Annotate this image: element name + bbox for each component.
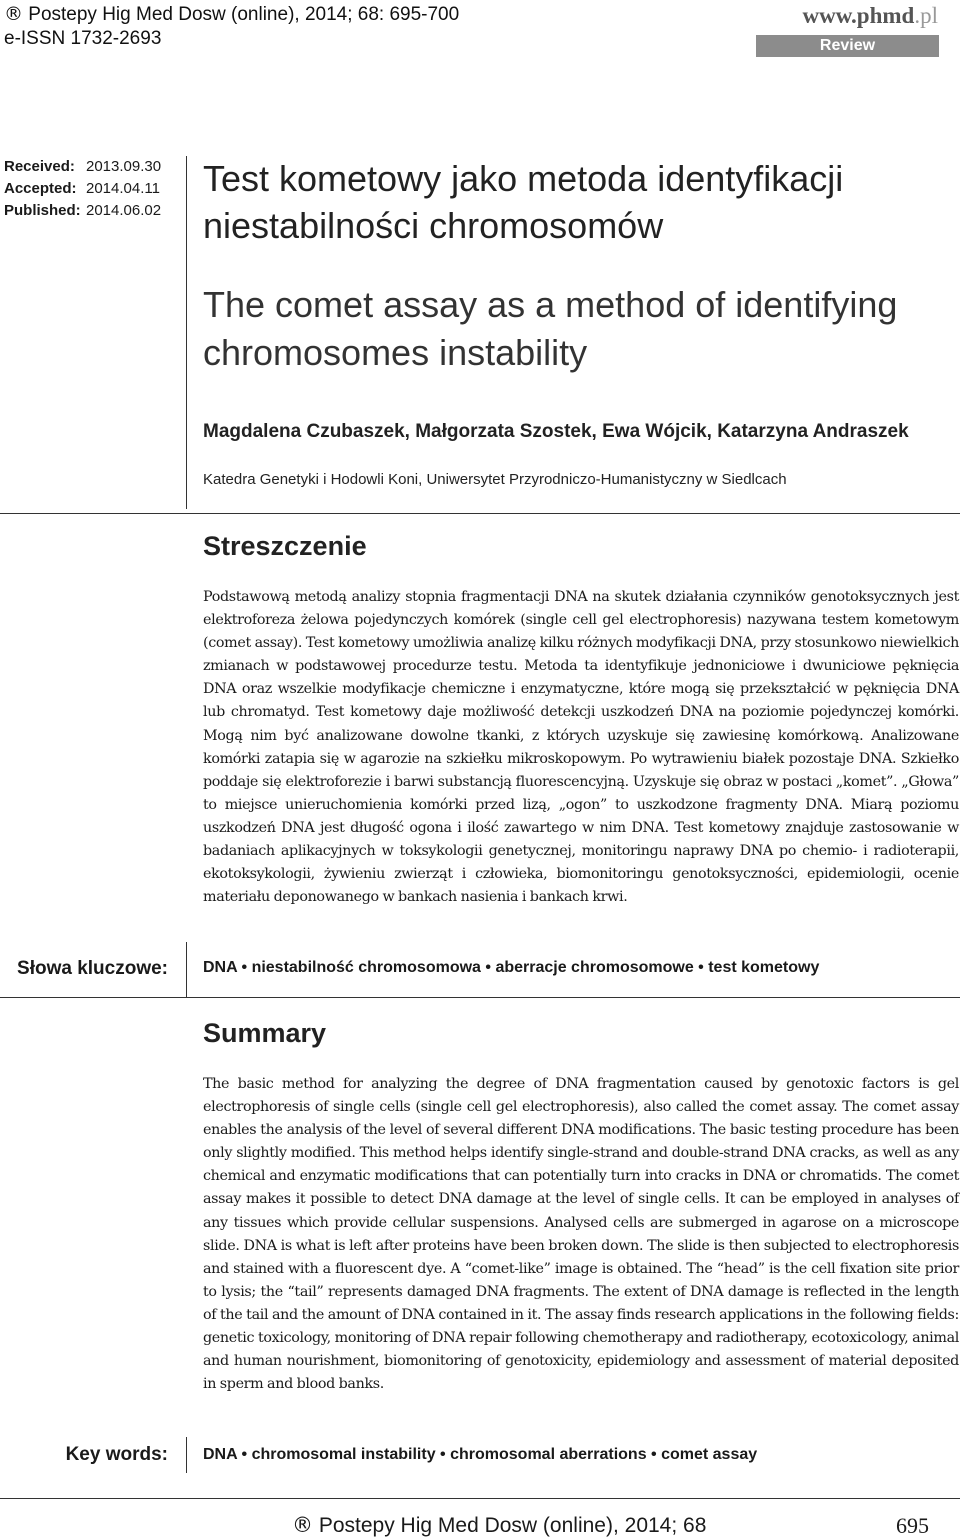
date-row [4, 200, 161, 222]
keywords-pl-label: Słowa kluczowe: [17, 958, 168, 979]
summary-heading: Summary [203, 1018, 327, 1048]
date-value: 2014.04.11 [86, 180, 160, 197]
registered-icon: ® [292, 1513, 313, 1537]
keywords-pl: DNA • niestabilność chromosomowa • aberracje chromosomowe • test kometowy [203, 959, 820, 976]
date-row [4, 178, 161, 200]
keywords-en-label: Key words: [65, 1444, 168, 1465]
registered-icon: ® [4, 3, 23, 25]
journal-info [4, 2, 459, 51]
section-divider [0, 1498, 960, 1499]
footer-citation: Postepy Hig Med Dosw (online), 2014; 68 [318, 1514, 707, 1537]
date-value: 2014.06.02 [86, 202, 162, 219]
column-divider [186, 156, 187, 509]
journal-citation: Postepy Hig Med Dosw (online), 2014; 68: 695-700 [28, 4, 460, 25]
publication-dates [4, 156, 161, 222]
affiliation: Katedra Genetyki i Hodowli Koni, Uniwersytet Przyrodniczo-Humanistyczny w Siedlcach [203, 471, 787, 488]
keywords-en: DNA • chromosomal instability • chromosomal aberrations • comet assay [203, 1446, 758, 1463]
authors: Magdalena Czubaszek, Małgorzata Szostek, Ewa Wójcik, Katarzyna Andraszek [203, 421, 909, 442]
column-divider [186, 942, 187, 998]
footer-citation-block [292, 1513, 706, 1538]
title-polish: Test kometowy jako metoda identyfikacji niestabilności chromosomów [203, 158, 844, 246]
site-link[interactable] [803, 3, 939, 29]
site-tld: .pl [914, 3, 938, 28]
date-label: Accepted: [4, 180, 77, 197]
page-number: 695 [896, 1513, 929, 1538]
date-label: Received: [4, 158, 75, 175]
journal-issn: e-ISSN 1732-2693 [4, 28, 162, 49]
article-type-badge: Review [756, 35, 939, 57]
date-value: 2013.09.30 [86, 158, 162, 175]
date-label: Published: [4, 202, 81, 219]
title-english: The comet assay as a method of identifying chromosomes instability [203, 284, 898, 373]
streszczenie-heading: Streszczenie [203, 531, 367, 561]
summary-text: The basic method for analyzing the degree of DNA fragmentation caused by genotoxic factors is gel electrophoresis of single cells (single cell gel electrophoresis), also called the comet assay. The comet assay enables the analysis of the level of several different DNA modifications. The basic testing procedure has been only slightly modified. This method helps identify single-strand and double-strand DNA cracks, as well as any chemical and enzymatic modifications that can potentially turn into cracks in DNA or chromatids. The comet assay makes it possible to detect DNA damage at the level of single cells. It can be employed in analyses of any tissues which provide cellular suspensions. Analysed cells are submerged in agarose on a microscope slide. DNA is what is left after proteins have been broken down. The slide is then subjected to electrophoresis and stained with a fluorescent dye. A “comet-like” image is obtained. The “head” is the cell fixation site prior to lysis; the “tail” represents damaged DNA fragments. The extent of DNA damage is reflected in the length of the tail and the amount of DNA contained in it. The assay finds research applications in the following fields: genetic toxicology, monitoring of DNA repair following chemotherapy and radiotherapy, ecotoxicology, animal and human nourishment, biomonitoring of genotoxicity, epidemiology and assessment of material deposited in sperm and blood banks. [203, 1076, 959, 1393]
streszczenie-text: Podstawową metodą analizy stopnia fragmentacji DNA na skutek działania czynników genotoksycznych jest elektroforeza żelowa pojedynczych komórek (single cell gel electrophoresis) nazywana testem kometowym (comet assay). Test kometowy umożliwia analizę kilku różnych modyfikacji DNA, przy stosunkowo niewielkich zmianach w podstawowej procedurze testu. Metoda ta identyfikuje jednoniciowe i dwuniciowe pęknięcia DNA oraz wszelkie modyfikacje chemiczne i enzymatyczne, które mogą się przekształcić w pęknięcia DNA lub chromatyd. Test kometowy daje możliwość detekcji uszkodzeń DNA na poziomie pojedynczej komórki. Mogą nim być analizowane dowolne tkanki, z których uzyskuje się zawiesinę komórkową. Analizowane komórki zatapia się w agarozie na szkiełku mikroskopowym. Po wytrawieniu białek pozostaje DNA. Szkiełko poddaje się elektroforezie i barwi substancją fluorescencyjną. Uzyskuje się obraz w postaci „komet”. „Głowa” to miejsce unieruchomienia komórki przed lizą, „ogon” to uszkodzone fragmenty DNA. Miarą poziomu uszkodzeń DNA jest długość ogona i ilość zawartego w nim DNA. Test kometowy znajduje zastosowanie w badaniach aplikacyjnych w toksykologii genetycznej, monitoringu naprawy DNA po chemio- i radioterapii, ekotoksykologii, żywieniu zwierząt i człowieka, biomonitoringu genotoksyczności, epidemiologii, ocenie materiału deponowanego w bankach nasienia i bankach krwi. [203, 589, 959, 906]
column-divider [186, 1437, 187, 1473]
section-divider [0, 997, 960, 998]
date-row [4, 156, 161, 178]
site-domain: www.phmd [802, 3, 915, 28]
section-divider [0, 513, 960, 514]
